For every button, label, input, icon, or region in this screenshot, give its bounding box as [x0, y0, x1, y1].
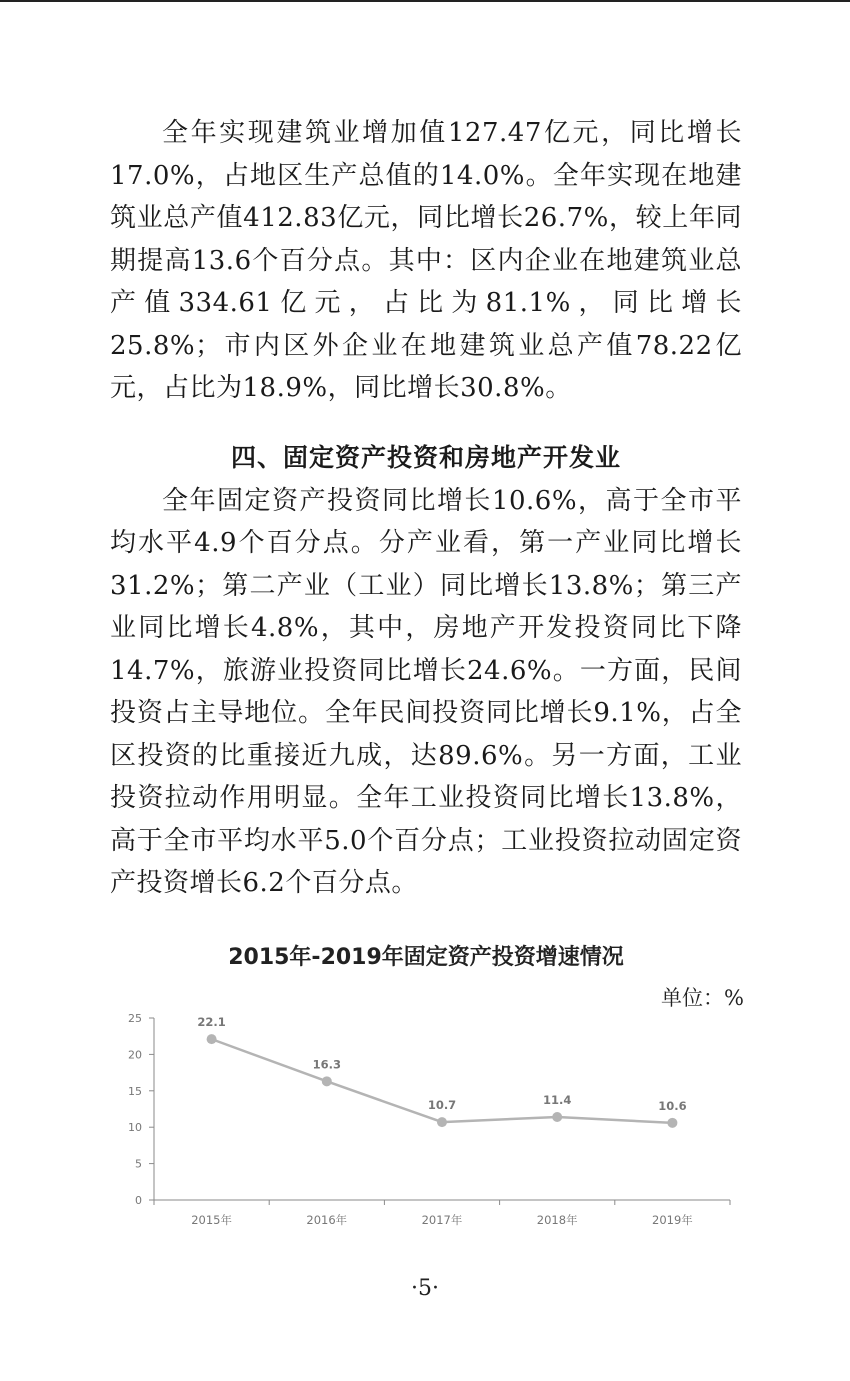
paragraph-investment: 全年固定资产投资同比增长10.6%，高于全市平均水平4.9个百分点。分产业看，第一产业同比增长31.2%；第二产业（工业）同比增长13.8%；第三产业同比增长4.8%，其中，房地产开发投资同比下降14.7%，旅游业投资同比增长24.6%。一方面，民间投资占主导地位。全年民间投资同比增长9.1%，占全区投资的比重接近九成，达89.6%。另一方面，工业投资拉动作用明显。全年工业投资同比增长13.8%，高于全市平均水平5.0个百分点；工业投资拉动固定资产投资增长6.2个百分点。 — [110, 485, 742, 898]
y-tick-label: 0 — [135, 1194, 142, 1207]
x-tick-label: 2016年 — [306, 1213, 348, 1227]
data-point — [667, 1118, 677, 1128]
y-tick-label: 20 — [128, 1048, 142, 1062]
page-body — [110, 112, 742, 905]
page-number: ·5· — [411, 1276, 439, 1301]
y-tick-label: 25 — [128, 1012, 142, 1025]
data-point — [437, 1117, 447, 1127]
y-tick-label: 5 — [135, 1157, 142, 1171]
paragraph-construction: 全年实现建筑业增加值127.47亿元，同比增长17.0%，占地区生产总值的14.0%。全年实现在地建筑业总产值412.83亿元，同比增长26.7%，较上年同期提高13.6个百分点。其中：区内企业在地建筑业总产值334.61亿元，占比为81.1%，同比增长25.8%；市内区外企业在地建筑业总产值78.22亿元，占比为18.9%，同比增长30.8%。 — [110, 118, 742, 403]
x-tick-label: 2019年 — [652, 1213, 693, 1227]
x-tick-label: 2018年 — [536, 1213, 578, 1227]
data-point — [207, 1034, 217, 1044]
y-tick-label: 10 — [128, 1121, 142, 1135]
x-tick-label: 2017年 — [421, 1213, 463, 1227]
data-label: 11.4 — [543, 1093, 572, 1108]
top-rule — [0, 0, 850, 2]
data-point — [552, 1112, 562, 1122]
investment-growth-chart — [108, 1006, 740, 1236]
chart-title: 2015年-2019年固定资产投资增速情况 — [228, 945, 624, 970]
unit-label: 单位：% — [661, 986, 744, 1010]
y-tick-label: 15 — [128, 1084, 142, 1098]
data-label: 16.3 — [312, 1057, 341, 1072]
data-label: 22.1 — [197, 1015, 226, 1030]
data-label: 10.7 — [427, 1098, 457, 1113]
x-tick-label: 2015年 — [191, 1213, 232, 1227]
data-label: 10.6 — [658, 1098, 687, 1113]
section-heading: 四、固定资产投资和房地产开发业 — [230, 442, 621, 472]
data-point — [322, 1076, 332, 1086]
